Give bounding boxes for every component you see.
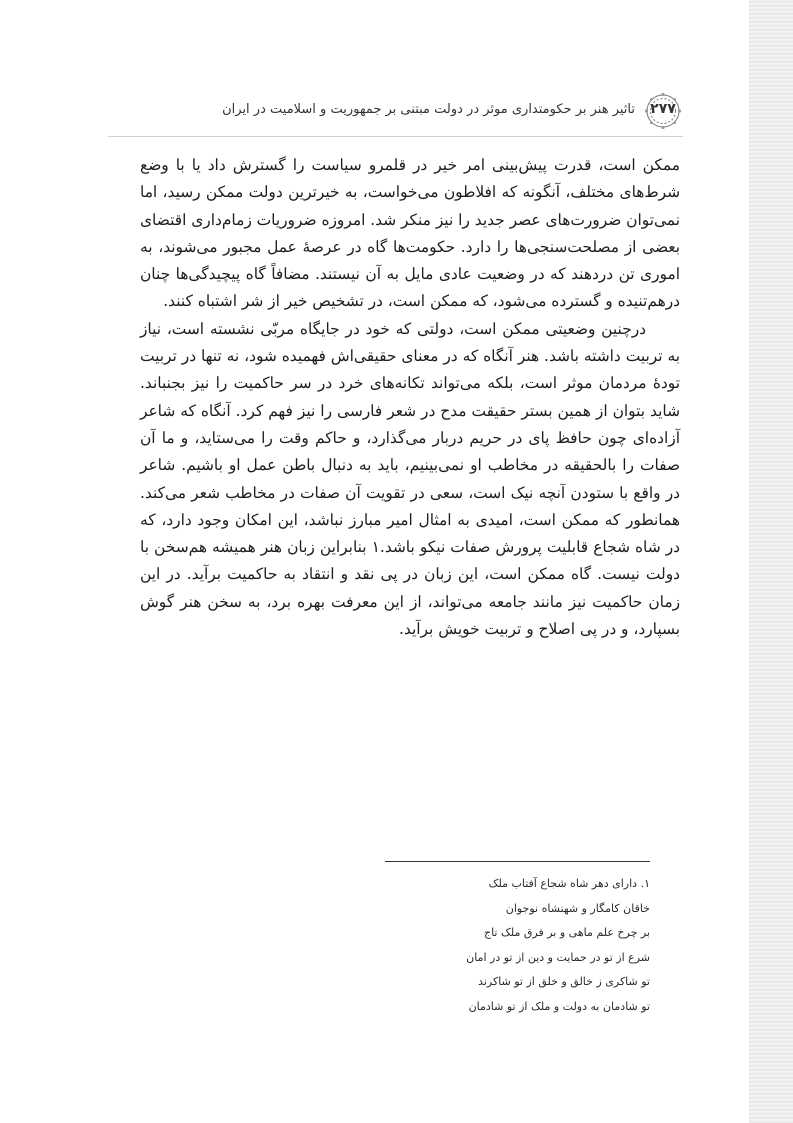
footnote-line: ۱. دارای دهر شاه شجاع آفتاب ملک <box>488 877 650 890</box>
footnote-line: بر چرخ علم ماهی و بر فرق ملک تاج <box>483 926 650 939</box>
paragraph: ممکن است، قدرت پیش‌بینی امر خیر در قلمرو سیاست را گسترش داد یا با وضع شرط‌های مختلف، آنگونه که افلاطون می‌خواست، به خیرترین دولت ممکن رسید، اما نمی‌توان ضرورت‌های عصر جدید را نیز منکر شد. امروزه ضروریات زمام‌داری اقتضای بعضی از مصلحت‌سنجی‌ها را دارد. حکومت‌ها گاه در عرصهٔ عمل مجبور می‌شوند، به اموری تن دردهند که در وضعیت عادی مایل به آن نیستند. مضافاً گاه پیچیدگی‌ها چنان درهم‌تنیده و گسترده می‌شود، که ممکن است، در تشخیص خیر از شر اشتباه کنند. <box>140 156 680 311</box>
running-title: تاثیر هنر بر حکومتداری موثر در دولت مبتنی بر جمهوریت و اسلامیت در ایران <box>222 102 635 117</box>
footnote-line: تو شادمان به دولت و ملک از تو شادمان <box>468 999 650 1013</box>
footnote-line: تو شاکری ز خالق و خلق از تو شاکرند <box>478 975 650 988</box>
page-header <box>108 92 683 130</box>
body-text <box>140 152 680 643</box>
page-number: ۲۷۷ <box>650 101 676 117</box>
paragraph: درچنین وضعیتی ممکن است، دولتی که خود در جایگاه مربّی نشسته است، نیاز به تربیت داشته باشد. هنر آنگاه که در معنای حقیقی‌اش فهمیده شود، نه تنها در تربیت تودهٔ مردمان موثر است، بلکه می‌تواند تکانه‌های خرد در سر حاکمیت را نیز بجنباند. شاید بتوان از همین بستر حقیقت مدح در شعر فارسی را نیز فهم کرد. آنگاه که شاعر آزاده‌ای چون حافظ پای در حریم دربار می‌گذارد، و حاکم وقت را می‌ستاید، و ما آن صفات را بالحقیقه در مخاطب او نمی‌بینیم، باید به دنبال باطن عمل او باشیم. شاعر در واقع با ستودن آنچه نیک است، سعی در تقویت آن صفات در مخاطب شعر می‌کند. همانطور که ممکن است، امیدی به امثال امیر مبارز نباشد، این امکان وجود دارد، که در شاه شجاع قابلیت پرورش صفات نیکو باشد.۱ بنابراین زبان هنر همیشه هم‌سخن با دولت نیست. گاه ممکن است، این زبان در پی نقد و انتقاد به حاکمیت برآید. در این زمان حاکمیت نیز مانند جامعه می‌تواند، از این معرفت بهره برد، به سخن هنر گوش بسپارد، و در پی اصلاح و تربیت خویش برآید. <box>140 319 680 639</box>
footnote-divider <box>385 861 650 862</box>
footnote-line: شرع از تو در حمایت و دین از تو در امان <box>466 950 650 964</box>
header-divider <box>108 136 683 137</box>
footnote-line: خاقان کامگار و شهنشاه نوجوان <box>505 901 650 915</box>
scan-edge-shadow <box>749 0 793 1123</box>
footnote-block <box>300 872 650 1019</box>
